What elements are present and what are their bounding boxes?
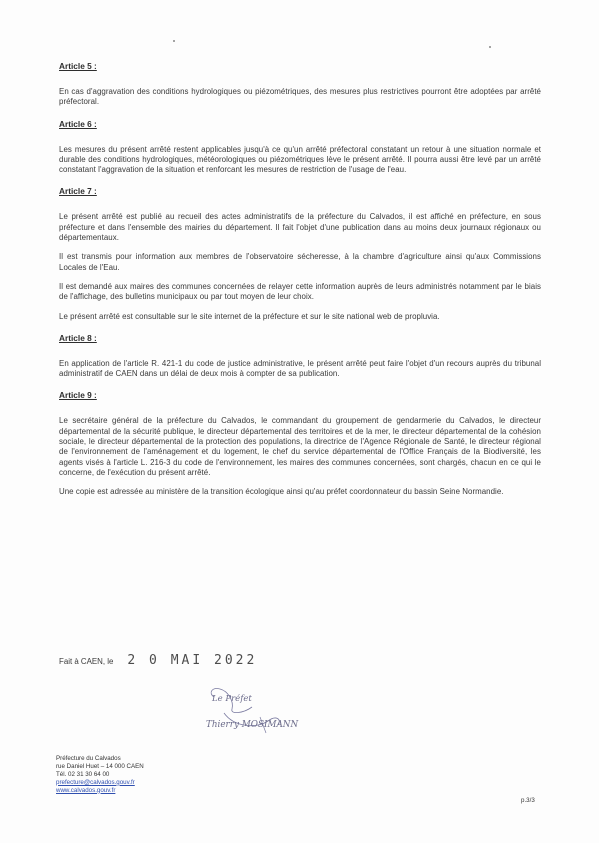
page-number: p.3/3: [521, 797, 535, 804]
article-heading: Article 5 :: [59, 61, 97, 71]
article-paragraph: Il est transmis pour information aux membres de l'observatoire sécheresse, à la chambre d'agriculture ainsi qu'aux Commissions Locales de l'Eau.: [59, 252, 541, 272]
place-label: Fait à CAEN, le: [59, 657, 114, 666]
address-org: Préfecture du Calvados: [56, 755, 121, 762]
handwritten-signature: [204, 683, 294, 741]
article-paragraph: En cas d'aggravation des conditions hydrologiques ou piézométriques, des mesures plus restrictives pourront être adoptées par arrêté préfectoral.: [59, 87, 541, 107]
article-heading: Article 7 :: [59, 186, 97, 197]
article-9: [59, 390, 541, 497]
article-paragraph: Le présent arrêté est consultable sur le site internet de la préfecture et sur le site national web de propluvia.: [59, 311, 440, 321]
signature-date-line: [59, 653, 257, 668]
article-heading: Article 9 :: [59, 390, 97, 401]
article-paragraph: Le secrétaire général de la préfecture du Calvados, le commandant du groupement de gendarmerie du Calvados, le directeur départemental de la sécurité publique, le directeur départemental des territoires et de la mer, le directeur départemental de la cohésion sociale, le directeur départemental de la protection des populations, la directrice de l'Agence Régionale de Santé, le directeur régional de l'environnement de l'aménagement et du logement, le chef du service départemental de l'Office Français de la Biodiversité, les agents visés à l'article L. 216-3 du code de l'environnement, les maires des communes concernées, sont chargés, chacun en ce qui le concerne, de l'exécution du présent arrêté.: [59, 416, 541, 477]
scan-speck: [489, 46, 491, 48]
email-link[interactable]: prefecture@calvados.gouv.fr: [56, 778, 135, 786]
address-street: rue Daniel Huet – 14 000 CAEN: [56, 762, 144, 770]
article-paragraph: Le présent arrêté est publié au recueil des actes administratifs de la préfecture du Calvados, il est affiché en préfecture, en sous préfecture et dans l'ensemble des mairies du département. Il fait l'objet d'une publication dans au moins deux journaux régionaux ou départementaux.: [59, 212, 541, 243]
website-link[interactable]: www.calvados.gouv.fr: [56, 786, 116, 794]
article-paragraph: Il est demandé aux maires des communes concernées de relayer cette information auprès de leurs administrés notamment par le biais de l'affichage, des bulletins municipaux ou par tout moyen de leur choix.: [59, 281, 541, 302]
signatory-name: Thierry MOSIMANN: [206, 720, 299, 730]
article-8: [59, 333, 541, 380]
article-5: [59, 61, 541, 108]
signatory-title: Le Préfet: [212, 694, 252, 704]
article-6: [59, 119, 541, 176]
article-paragraph: Une copie est adressée au ministère de la transition écologique ainsi qu'au préfet coordonnateur du bassin Seine Normandie.: [59, 487, 504, 497]
article-paragraph: En application de l'article R. 421-1 du code de justice administrative, le présent arrêté peut faire l'objet d'un recours auprès du tribunal administratif de CAEN dans un délai de deux mois à compter de sa publication.: [59, 358, 541, 379]
document-body: [59, 61, 541, 498]
article-paragraph: Les mesures du présent arrêté restent applicables jusqu'à ce qu'un arrêté préfectoral constatant un retour à une situation normale et durable des conditions hydrologiques, météorologiques ou piézométriques lève le présent arrêté. Il pourra aussi être levé par un arrêté constatant l'aggravation de la situation et renforcant les mesures de restriction de l'usage de l'eau.: [59, 144, 541, 175]
date-stamp: 2 0 MAI 2022: [127, 653, 258, 668]
article-heading: Article 6 :: [59, 118, 97, 129]
article-heading: Article 8 :: [59, 332, 97, 343]
address-phone: Tél. 02 31 30 64 00: [56, 770, 110, 778]
scan-speck: [173, 40, 175, 42]
address-block: [56, 755, 144, 795]
article-7: [59, 186, 541, 321]
